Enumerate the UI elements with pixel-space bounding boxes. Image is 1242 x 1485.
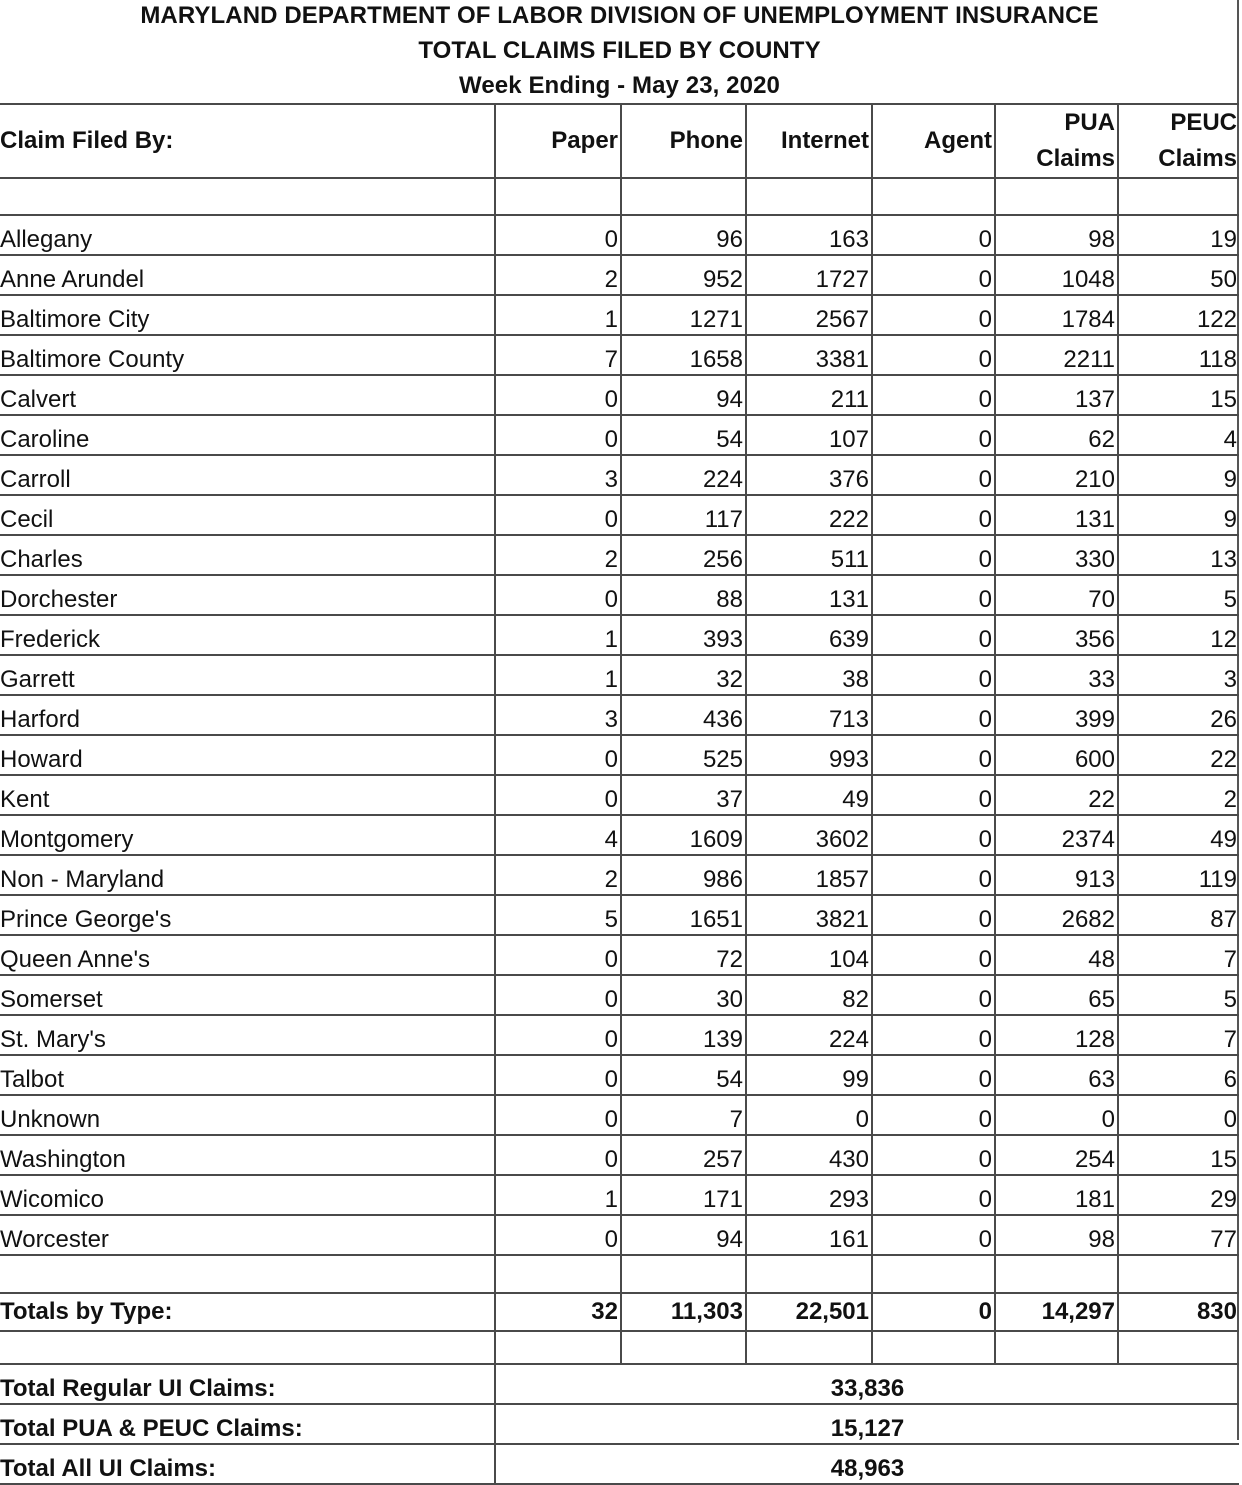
- total-pua: 14,297: [995, 1293, 1118, 1331]
- cell-peuc: 22: [1118, 735, 1239, 775]
- col-header-internet: Internet: [746, 104, 872, 178]
- table-row: [0, 775, 1239, 815]
- table-row: [0, 1175, 1239, 1215]
- cell-paper: 0: [495, 495, 621, 535]
- total-paper: 32: [495, 1293, 621, 1331]
- county-name: Somerset: [0, 975, 495, 1015]
- cell-agent: 0: [872, 455, 995, 495]
- cell-peuc: 0: [1118, 1095, 1239, 1135]
- claims-table: [0, 103, 1239, 1485]
- cell-paper: 1: [495, 295, 621, 335]
- cell-paper: 0: [495, 1135, 621, 1175]
- cell-phone: 96: [621, 215, 746, 255]
- cell-internet: 161: [746, 1215, 872, 1255]
- summary-row-total-all-ui-claims: [0, 1444, 1239, 1484]
- cell-internet: 1857: [746, 855, 872, 895]
- cell-pua: 128: [995, 1015, 1118, 1055]
- total-pua-peuc-claims-value: 15,127: [495, 1404, 1239, 1444]
- table-row: [0, 455, 1239, 495]
- total-regular-ui-claims-label: Total Regular UI Claims:: [0, 1364, 495, 1404]
- table-row: [0, 255, 1239, 295]
- cell-agent: 0: [872, 495, 995, 535]
- table-row: [0, 295, 1239, 335]
- county-name: Anne Arundel: [0, 255, 495, 295]
- cell-internet: 511: [746, 535, 872, 575]
- table-row: [0, 535, 1239, 575]
- county-name: Harford: [0, 695, 495, 735]
- cell-paper: 2: [495, 255, 621, 295]
- cell-agent: 0: [872, 255, 995, 295]
- cell-paper: 0: [495, 1095, 621, 1135]
- report-title: MARYLAND DEPARTMENT OF LABOR DIVISION OF UNEMPLOYMENT INSURANCE: [140, 2, 1099, 29]
- cell-internet: 1727: [746, 255, 872, 295]
- cell-phone: 7: [621, 1095, 746, 1135]
- table-row: [0, 615, 1239, 655]
- table-row: [0, 1095, 1239, 1135]
- cell-paper: 0: [495, 215, 621, 255]
- cell-peuc: 50: [1118, 255, 1239, 295]
- county-name: Frederick: [0, 615, 495, 655]
- cell-peuc: 7: [1118, 935, 1239, 975]
- cell-agent: 0: [872, 735, 995, 775]
- table-row: [0, 975, 1239, 1015]
- col-header-agent: Agent: [872, 104, 995, 178]
- spacer-row: [0, 1255, 1239, 1293]
- cell-peuc: 9: [1118, 495, 1239, 535]
- spacer-row: [0, 178, 1239, 215]
- col-header-peuc-claims: [1118, 104, 1239, 178]
- cell-internet: 104: [746, 935, 872, 975]
- cell-internet: 0: [746, 1095, 872, 1135]
- cell-agent: 0: [872, 1175, 995, 1215]
- cell-peuc: 19: [1118, 215, 1239, 255]
- summary-row-total-regular-ui-claims: [0, 1364, 1239, 1404]
- cell-phone: 1658: [621, 335, 746, 375]
- cell-pua: 2211: [995, 335, 1118, 375]
- cell-paper: 1: [495, 615, 621, 655]
- county-name: Allegany: [0, 215, 495, 255]
- cell-pua: 1048: [995, 255, 1118, 295]
- cell-agent: 0: [872, 855, 995, 895]
- county-name: Baltimore County: [0, 335, 495, 375]
- cell-paper: 2: [495, 855, 621, 895]
- spacer-row: [0, 1331, 1239, 1364]
- cell-phone: 94: [621, 1215, 746, 1255]
- cell-peuc: 119: [1118, 855, 1239, 895]
- table-row: [0, 415, 1239, 455]
- cell-internet: 107: [746, 415, 872, 455]
- cell-peuc: 87: [1118, 895, 1239, 935]
- table-row: [0, 1055, 1239, 1095]
- county-name: Prince George's: [0, 895, 495, 935]
- cell-peuc: 5: [1118, 975, 1239, 1015]
- total-pua-peuc-claims-label: Total PUA & PEUC Claims:: [0, 1404, 495, 1444]
- cell-pua: 98: [995, 1215, 1118, 1255]
- cell-phone: 54: [621, 415, 746, 455]
- col-header-phone: Phone: [621, 104, 746, 178]
- cell-internet: 3381: [746, 335, 872, 375]
- cell-peuc: 6: [1118, 1055, 1239, 1095]
- cell-phone: 952: [621, 255, 746, 295]
- cell-peuc: 26: [1118, 695, 1239, 735]
- cell-phone: 139: [621, 1015, 746, 1055]
- table-row: [0, 735, 1239, 775]
- col-header-peuc-line2: Claims: [1158, 145, 1237, 172]
- table-header-row: [0, 104, 1239, 178]
- cell-agent: 0: [872, 975, 995, 1015]
- table-row: [0, 855, 1239, 895]
- cell-peuc: 4: [1118, 415, 1239, 455]
- cell-phone: 224: [621, 455, 746, 495]
- cell-agent: 0: [872, 1055, 995, 1095]
- cell-pua: 62: [995, 415, 1118, 455]
- county-name: Non - Maryland: [0, 855, 495, 895]
- cell-paper: 7: [495, 335, 621, 375]
- cell-phone: 72: [621, 935, 746, 975]
- cell-phone: 257: [621, 1135, 746, 1175]
- total-regular-ui-claims-value: 33,836: [495, 1364, 1239, 1404]
- cell-pua: 2374: [995, 815, 1118, 855]
- cell-paper: 0: [495, 935, 621, 975]
- table-row: [0, 495, 1239, 535]
- cell-agent: 0: [872, 935, 995, 975]
- report-subtitle: TOTAL CLAIMS FILED BY COUNTY: [418, 37, 821, 64]
- cell-internet: 430: [746, 1135, 872, 1175]
- table-row: [0, 215, 1239, 255]
- county-name: Cecil: [0, 495, 495, 535]
- county-name: Washington: [0, 1135, 495, 1175]
- cell-paper: 3: [495, 455, 621, 495]
- cell-peuc: 15: [1118, 1135, 1239, 1175]
- cell-pua: 254: [995, 1135, 1118, 1175]
- county-name: Baltimore City: [0, 295, 495, 335]
- cell-peuc: 77: [1118, 1215, 1239, 1255]
- cell-agent: 0: [872, 655, 995, 695]
- county-name: Unknown: [0, 1095, 495, 1135]
- cell-internet: 163: [746, 215, 872, 255]
- cell-peuc: 29: [1118, 1175, 1239, 1215]
- cell-agent: 0: [872, 295, 995, 335]
- cell-peuc: 3: [1118, 655, 1239, 695]
- cell-agent: 0: [872, 615, 995, 655]
- cell-agent: 0: [872, 1215, 995, 1255]
- cell-paper: 2: [495, 535, 621, 575]
- cell-agent: 0: [872, 695, 995, 735]
- col-header-pua-line1: PUA: [1064, 109, 1115, 136]
- cell-agent: 0: [872, 535, 995, 575]
- cell-internet: 713: [746, 695, 872, 735]
- total-all-ui-claims-label: Total All UI Claims:: [0, 1444, 495, 1484]
- cell-peuc: 2: [1118, 775, 1239, 815]
- cell-pua: 63: [995, 1055, 1118, 1095]
- cell-pua: 210: [995, 455, 1118, 495]
- county-name: Carroll: [0, 455, 495, 495]
- cell-agent: 0: [872, 775, 995, 815]
- cell-phone: 986: [621, 855, 746, 895]
- cell-phone: 1609: [621, 815, 746, 855]
- county-name: St. Mary's: [0, 1015, 495, 1055]
- cell-internet: 2567: [746, 295, 872, 335]
- cell-pua: 0: [995, 1095, 1118, 1135]
- cell-phone: 436: [621, 695, 746, 735]
- cell-phone: 525: [621, 735, 746, 775]
- county-name: Worcester: [0, 1215, 495, 1255]
- cell-agent: 0: [872, 895, 995, 935]
- county-name: Talbot: [0, 1055, 495, 1095]
- cell-phone: 88: [621, 575, 746, 615]
- cell-internet: 222: [746, 495, 872, 535]
- cell-pua: 181: [995, 1175, 1118, 1215]
- col-header-pua-claims: [995, 104, 1118, 178]
- cell-peuc: 13: [1118, 535, 1239, 575]
- cell-agent: 0: [872, 1095, 995, 1135]
- total-agent: 0: [872, 1293, 995, 1331]
- cell-phone: 256: [621, 535, 746, 575]
- cell-phone: 54: [621, 1055, 746, 1095]
- cell-pua: 48: [995, 935, 1118, 975]
- summary-row-total-pua-peuc-claims: [0, 1404, 1239, 1444]
- cell-internet: 211: [746, 375, 872, 415]
- table-row: [0, 895, 1239, 935]
- cell-internet: 99: [746, 1055, 872, 1095]
- cell-phone: 37: [621, 775, 746, 815]
- cell-peuc: 5: [1118, 575, 1239, 615]
- county-name: Calvert: [0, 375, 495, 415]
- cell-pua: 2682: [995, 895, 1118, 935]
- cell-paper: 1: [495, 1175, 621, 1215]
- report-week-ending: Week Ending - May 23, 2020: [459, 72, 780, 99]
- cell-paper: 0: [495, 415, 621, 455]
- cell-agent: 0: [872, 375, 995, 415]
- cell-peuc: 9: [1118, 455, 1239, 495]
- cell-phone: 1271: [621, 295, 746, 335]
- cell-internet: 38: [746, 655, 872, 695]
- cell-peuc: 7: [1118, 1015, 1239, 1055]
- cell-phone: 393: [621, 615, 746, 655]
- county-name: Montgomery: [0, 815, 495, 855]
- cell-internet: 131: [746, 575, 872, 615]
- cell-agent: 0: [872, 415, 995, 455]
- table-row: [0, 575, 1239, 615]
- cell-phone: 32: [621, 655, 746, 695]
- total-all-ui-claims-value: 48,963: [495, 1444, 1239, 1484]
- county-name: Garrett: [0, 655, 495, 695]
- table-row: [0, 935, 1239, 975]
- cell-internet: 49: [746, 775, 872, 815]
- totals-row: [0, 1293, 1239, 1331]
- county-name: Wicomico: [0, 1175, 495, 1215]
- cell-pua: 137: [995, 375, 1118, 415]
- cell-agent: 0: [872, 335, 995, 375]
- cell-pua: 356: [995, 615, 1118, 655]
- totals-label: Totals by Type:: [0, 1293, 495, 1331]
- table-row: [0, 375, 1239, 415]
- cell-agent: 0: [872, 215, 995, 255]
- cell-peuc: 12: [1118, 615, 1239, 655]
- cell-pua: 330: [995, 535, 1118, 575]
- cell-internet: 293: [746, 1175, 872, 1215]
- cell-internet: 3821: [746, 895, 872, 935]
- cell-pua: 33: [995, 655, 1118, 695]
- cell-phone: 171: [621, 1175, 746, 1215]
- county-name: Charles: [0, 535, 495, 575]
- cell-pua: 399: [995, 695, 1118, 735]
- cell-paper: 0: [495, 1055, 621, 1095]
- county-name: Queen Anne's: [0, 935, 495, 975]
- cell-paper: 4: [495, 815, 621, 855]
- cell-peuc: 122: [1118, 295, 1239, 335]
- cell-paper: 0: [495, 1215, 621, 1255]
- cell-peuc: 15: [1118, 375, 1239, 415]
- cell-agent: 0: [872, 575, 995, 615]
- county-name: Kent: [0, 775, 495, 815]
- cell-paper: 5: [495, 895, 621, 935]
- cell-paper: 0: [495, 575, 621, 615]
- county-name: Caroline: [0, 415, 495, 455]
- table-row: [0, 1135, 1239, 1175]
- cell-agent: 0: [872, 1135, 995, 1175]
- col-header-claim-filed-by: Claim Filed By:: [0, 104, 495, 178]
- cell-paper: 0: [495, 735, 621, 775]
- cell-pua: 65: [995, 975, 1118, 1015]
- cell-paper: 3: [495, 695, 621, 735]
- table-row: [0, 695, 1239, 735]
- cell-pua: 131: [995, 495, 1118, 535]
- county-name: Howard: [0, 735, 495, 775]
- cell-internet: 3602: [746, 815, 872, 855]
- table-row: [0, 1015, 1239, 1055]
- table-row: [0, 655, 1239, 695]
- cell-agent: 0: [872, 1015, 995, 1055]
- cell-peuc: 49: [1118, 815, 1239, 855]
- cell-pua: 22: [995, 775, 1118, 815]
- cell-paper: 0: [495, 375, 621, 415]
- cell-pua: 70: [995, 575, 1118, 615]
- cell-paper: 0: [495, 775, 621, 815]
- cell-internet: 993: [746, 735, 872, 775]
- table-row: [0, 815, 1239, 855]
- cell-internet: 82: [746, 975, 872, 1015]
- cell-paper: 0: [495, 1015, 621, 1055]
- total-peuc: 830: [1118, 1293, 1239, 1331]
- cell-phone: 1651: [621, 895, 746, 935]
- cell-internet: 224: [746, 1015, 872, 1055]
- cell-pua: 600: [995, 735, 1118, 775]
- cell-paper: 0: [495, 975, 621, 1015]
- col-header-peuc-line1: PEUC: [1170, 109, 1237, 136]
- cell-phone: 94: [621, 375, 746, 415]
- cell-paper: 1: [495, 655, 621, 695]
- total-internet: 22,501: [746, 1293, 872, 1331]
- cell-internet: 376: [746, 455, 872, 495]
- cell-pua: 913: [995, 855, 1118, 895]
- cell-agent: 0: [872, 815, 995, 855]
- col-header-pua-line2: Claims: [1036, 145, 1115, 172]
- cell-pua: 1784: [995, 295, 1118, 335]
- col-header-paper: Paper: [495, 104, 621, 178]
- county-name: Dorchester: [0, 575, 495, 615]
- cell-pua: 98: [995, 215, 1118, 255]
- cell-phone: 30: [621, 975, 746, 1015]
- cell-internet: 639: [746, 615, 872, 655]
- table-row: [0, 1215, 1239, 1255]
- cell-phone: 117: [621, 495, 746, 535]
- total-phone: 11,303: [621, 1293, 746, 1331]
- cell-peuc: 118: [1118, 335, 1239, 375]
- table-row: [0, 335, 1239, 375]
